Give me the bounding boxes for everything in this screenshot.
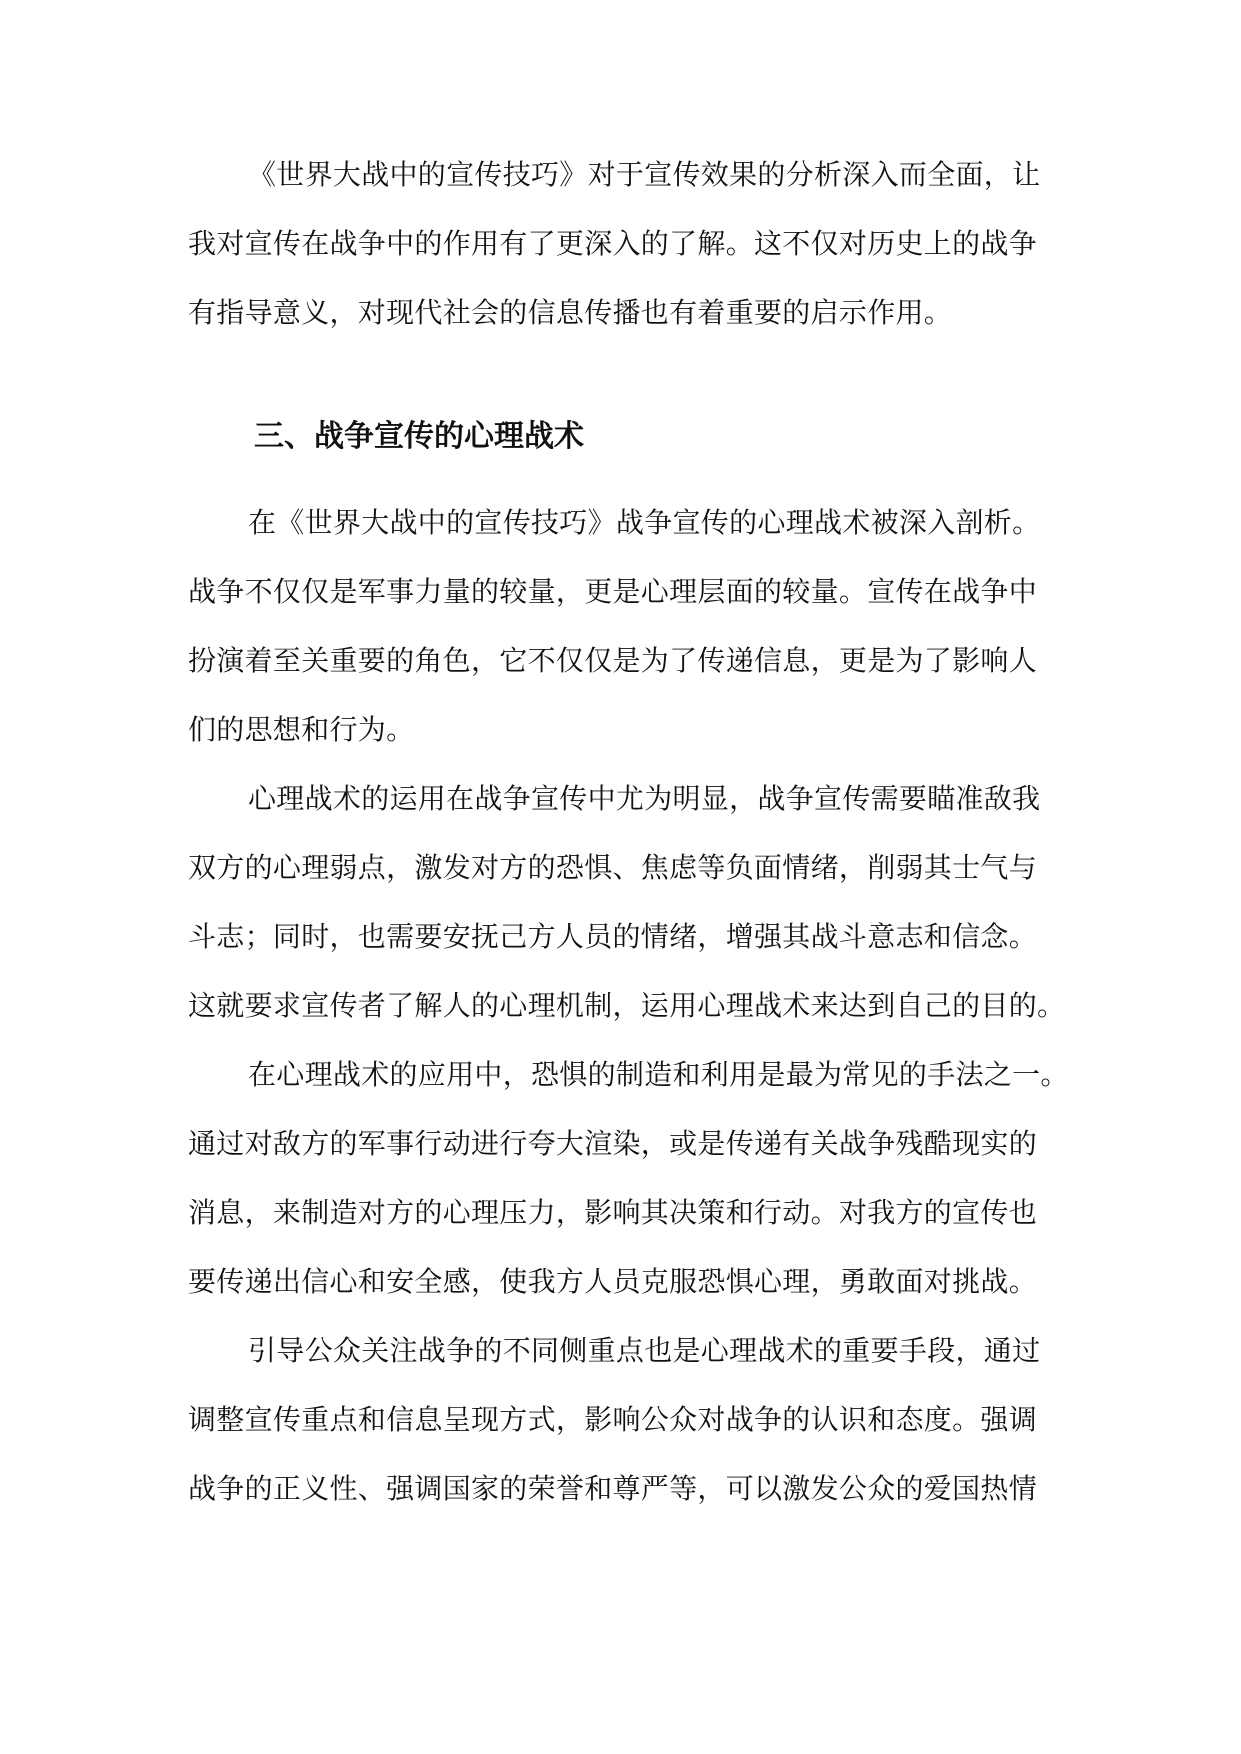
section-heading: 三、战争宣传的心理战术 <box>254 419 584 454</box>
text-line: 在心理战术的应用中，恐惧的制造和利用是最为常见的手法之一。 <box>248 1058 1069 1091</box>
text-line: 通过对敌方的军事行动进行夸大渲染，或是传递有关战争残酷现实的 <box>188 1127 1038 1160</box>
text-line: 我对宣传在战争中的作用有了更深入的了解。这不仅对历史上的战争 <box>188 227 1038 260</box>
text-line: 双方的心理弱点，激发对方的恐惧、焦虑等负面情绪，削弱其士气与 <box>188 851 1038 884</box>
text-line: 有指导意义，对现代社会的信息传播也有着重要的启示作用。 <box>188 296 953 329</box>
text-line: 要传递出信心和安全感，使我方人员克服恐惧心理，勇敢面对挑战。 <box>188 1265 1038 1298</box>
text-line: 调整宣传重点和信息呈现方式，影响公众对战争的认识和态度。强调 <box>188 1403 1038 1436</box>
text-line: 战争的正义性、强调国家的荣誉和尊严等，可以激发公众的爱国热情 <box>188 1472 1038 1505</box>
paragraph-1 <box>188 488 1068 764</box>
text-line: 战争不仅仅是军事力量的较量，更是心理层面的较量。宣传在战争中 <box>188 575 1038 608</box>
document-body <box>188 140 1068 1523</box>
paragraph-intro <box>188 140 1068 347</box>
text-line: 这就要求宣传者了解人的心理机制，运用心理战术来达到自己的目的。 <box>188 989 1066 1022</box>
text-line: 引导公众关注战争的不同侧重点也是心理战术的重要手段，通过 <box>248 1334 1041 1367</box>
section-spacer <box>188 347 1068 385</box>
paragraph-2 <box>188 764 1068 1040</box>
text-line: 心理战术的运用在战争宣传中尤为明显，战争宣传需要瞄准敌我 <box>248 782 1041 815</box>
text-line: 《世界大战中的宣传技巧》对于宣传效果的分析深入而全面，让 <box>248 158 1041 191</box>
paragraph-4 <box>188 1316 1068 1523</box>
text-line: 消息，来制造对方的心理压力，影响其决策和行动。对我方的宣传也 <box>188 1196 1038 1229</box>
text-line: 斗志；同时，也需要安抚己方人员的情绪，增强其战斗意志和信念。 <box>188 920 1038 953</box>
text-line: 在《世界大战中的宣传技巧》战争宣传的心理战术被深入剖析。 <box>248 506 1041 539</box>
text-line: 扮演着至关重要的角色，它不仅仅是为了传递信息，更是为了影响人 <box>188 644 1038 677</box>
text-line: 们的思想和行为。 <box>188 713 415 746</box>
paragraph-3 <box>188 1040 1068 1316</box>
